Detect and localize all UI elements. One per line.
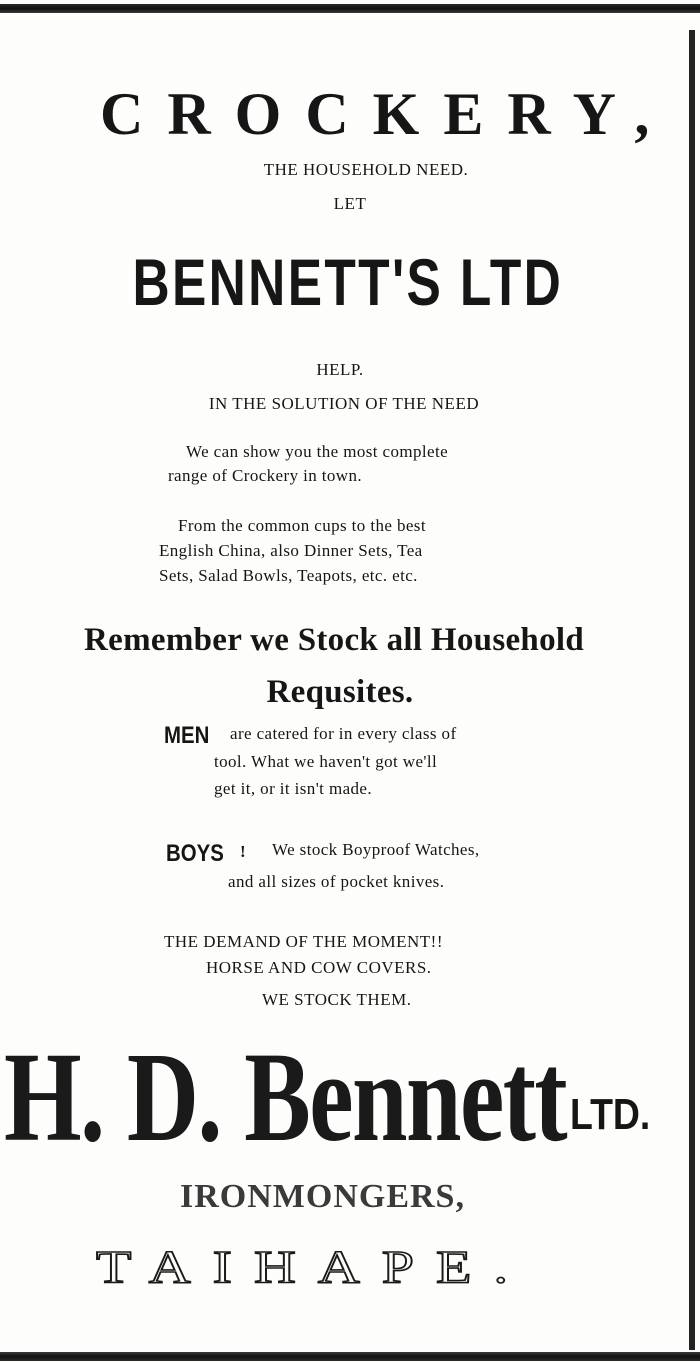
footer-town: TAIHAPE. (96, 1240, 530, 1293)
demand-line: HORSE AND COW COVERS. (206, 958, 432, 977)
remember-line: Remember we Stock all Household (84, 622, 584, 658)
demand-line: WE STOCK THEM. (262, 990, 412, 1009)
range-line: range of Crockery in town. (168, 466, 363, 485)
china-line: English China, also Dinner Sets, Tea (159, 541, 423, 560)
footer-trade: IRONMONGERS, (180, 1178, 465, 1215)
china-line: Sets, Salad Bowls, Teapots, etc. etc. (159, 566, 418, 585)
demand-line: THE DEMAND OF THE MOMENT!! (164, 932, 443, 951)
top-border-rule (0, 4, 700, 13)
let-text: LET (333, 194, 367, 213)
men-line: get it, or it isn't made. (214, 779, 373, 798)
boys-line: and all sizes of pocket knives. (228, 872, 445, 891)
solution-text: IN THE SOLUTION OF THE NEED (208, 394, 480, 413)
china-line: From the common cups to the best (178, 516, 426, 535)
boys-word: BOYS (166, 840, 224, 867)
headline-crockery: CROCKERY, (100, 81, 674, 147)
men-word: MEN (164, 722, 210, 749)
men-label (164, 722, 217, 750)
bottom-border-rule (0, 1352, 700, 1361)
tagline: THE HOUSEHOLD NEED. (263, 160, 469, 179)
men-line: tool. What we haven't got we'll (214, 752, 438, 771)
range-line: We can show you the most complete (186, 442, 449, 461)
boys-label (166, 840, 234, 868)
boys-line: We stock Boyproof Watches, (272, 840, 480, 859)
boys-exclamation: ! (240, 842, 247, 861)
help-text: HELP. (316, 360, 364, 379)
men-line: are catered for in every class of (230, 724, 457, 743)
footer-name: H. D. Bennett (4, 1026, 567, 1168)
remember-line: Requsites. (266, 674, 414, 710)
footer-ltd: LTD. (570, 1090, 651, 1139)
company-name: BENNETT'S LTD (132, 245, 564, 319)
